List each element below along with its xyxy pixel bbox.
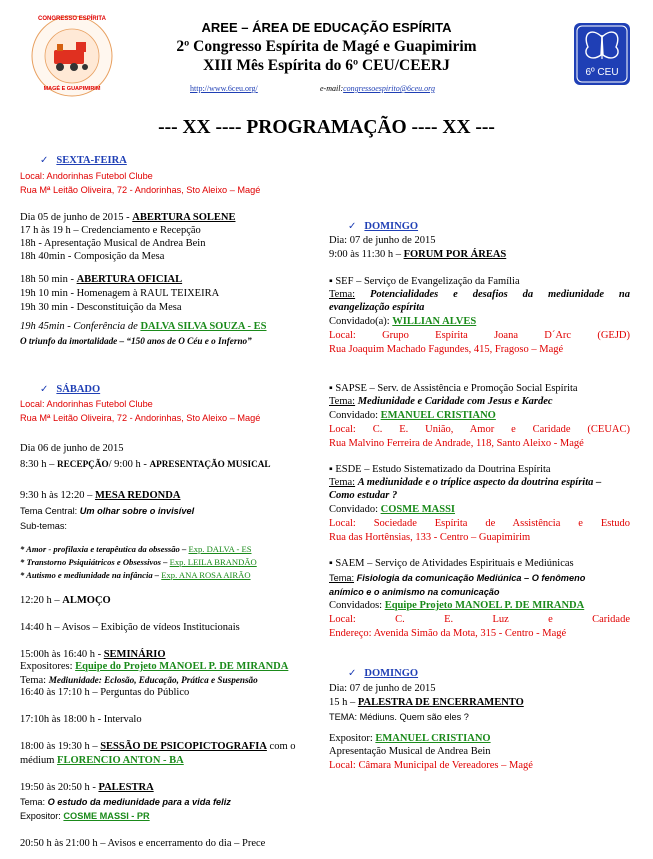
reception-time: 8:30 h – xyxy=(20,459,58,470)
area-name: ▪ SAEM – Serviço de Atividades Espirituais e Mediúnicas xyxy=(329,558,574,569)
area-guest-label: Convidado: xyxy=(329,410,381,421)
sunday2-date: Dia: 07 de junho de 2015 xyxy=(329,683,436,694)
saturday-lunch xyxy=(20,595,111,607)
subtheme-item xyxy=(20,569,251,581)
friday-heading xyxy=(40,155,127,167)
saturday-local: Local: Andorinhas Futebol Clube xyxy=(20,399,153,409)
subthemes-label: Sub-temas: xyxy=(20,521,67,531)
friday-item: 18h - Apresentação Musical de Andrea Bein xyxy=(20,238,206,249)
check-icon: ✓ xyxy=(40,155,49,166)
seminar-theme xyxy=(20,674,258,687)
lunch-label: ALMOÇO xyxy=(62,595,111,606)
central-label: Tema Central: xyxy=(20,506,80,516)
lecture-label: PALESTRA xyxy=(98,782,154,793)
subtheme-text: * Amor - profilaxia e terapêutica da obsessão – xyxy=(20,544,189,554)
friday-open-event: ABERTURA OFICIAL xyxy=(76,274,183,285)
area-theme xyxy=(329,477,601,489)
sunday1-date: Dia: 07 de junho de 2015 xyxy=(329,235,436,246)
area-theme xyxy=(329,572,585,584)
friday-conf-prefix: 19h 45min - Conferência de xyxy=(20,321,141,332)
friday-item: 17 h às 19 h – Credenciamento e Recepção xyxy=(20,225,201,236)
area-guest-label: Convidado: xyxy=(329,504,381,515)
medium-label: médium xyxy=(20,755,58,766)
sunday1-heading xyxy=(348,221,418,233)
email-line xyxy=(320,84,435,93)
saturday-interval: 17:10h às 18:00 h - Intervalo xyxy=(20,714,142,725)
lecture-speaker xyxy=(20,810,150,822)
friday-conference xyxy=(20,321,267,333)
area-theme-line: A mediunidade e o tríplice aspecto da doutrina espírita – xyxy=(357,477,602,488)
check-icon: ✓ xyxy=(348,668,357,679)
friday-date-event: ABERTURA SOLENE xyxy=(132,212,236,223)
subtheme-item xyxy=(20,556,257,568)
saturday-closing: 20:50 h às 21:00 h – Avisos e encerramento do dia – Prece xyxy=(20,838,266,849)
area-theme xyxy=(329,396,553,408)
sunday2-theme: TEMA: Médiuns. Quem são eles ? xyxy=(329,712,469,722)
friday-conf-speaker: DALVA SILVA SOUZA - ES xyxy=(140,321,267,332)
friday-opening xyxy=(20,274,182,286)
area-local: Local: C. E. União, Amor e Caridade (CEUAC) xyxy=(329,424,630,435)
lecture-speaker-label: Expositor: xyxy=(20,811,64,821)
area-theme-line: Mediunidade e Caridade com Jesus e Kardec xyxy=(357,396,553,407)
area-guest-label: Convidados: xyxy=(329,600,385,611)
area-theme-line: Potencialidades e desafios da mediunidade na xyxy=(370,289,630,300)
logo-left-text-bottom: MAGÉ E GUAPIMIRIM xyxy=(43,86,101,92)
exhibitors-label: Expositores: xyxy=(20,661,76,672)
sunday1-day: DOMINGO xyxy=(364,221,419,232)
subtheme-text: * Autismo e mediunidade na infância – xyxy=(20,570,162,580)
lecture-time: 19:50 às 20:50 h - xyxy=(20,782,99,793)
seminar-theme-text: Mediunidade: Eclosão, Educação, Prática e Suspensão xyxy=(48,675,258,685)
area-theme-label: Tema: xyxy=(329,477,356,488)
friday-open-prefix: 18h 50 min - xyxy=(20,274,77,285)
forum-label: FORUM POR ÁREAS xyxy=(403,249,507,260)
area-address: Endereço: Avenida Simão da Mota, 315 - Centro - Magé xyxy=(329,628,567,639)
saturday-central-theme xyxy=(20,505,194,517)
subtheme-speaker: Exp. DALVA - ES xyxy=(188,544,252,554)
area-guest-name: COSME MASSI xyxy=(380,504,456,515)
sunday2-music: Apresentação Musical de Andrea Bein xyxy=(329,746,491,757)
sunday2-heading xyxy=(348,668,418,680)
sunday1-forum xyxy=(329,249,506,261)
friday-conf-theme: O triunfo da imortalidade – “150 anos de O Céu e o Inferno” xyxy=(20,336,252,346)
area-guest xyxy=(329,316,476,328)
logo-right-text: 6º CEU xyxy=(585,67,619,78)
area-guest xyxy=(329,600,584,612)
check-icon: ✓ xyxy=(40,384,49,395)
header-line2: 2º Congresso Espírita de Magé e Guapimirim xyxy=(176,38,477,55)
saturday-medium xyxy=(20,755,184,767)
friday-item: 18h 40min - Composição da Mesa xyxy=(20,251,165,262)
header-line1: AREE – ÁREA DE EDUCAÇÃO ESPÍRITA xyxy=(201,20,452,35)
sunday2-event xyxy=(329,697,524,709)
psico-time: 18:00 às 19:30 h – xyxy=(20,741,101,752)
area-theme-line: Fisiologia da comunicação Mediúnica – O fenômeno xyxy=(356,573,586,583)
reception-label: RECEPÇÃO xyxy=(57,459,109,469)
sunday2-local: Local: Câmara Municipal de Vereadores – Magé xyxy=(329,760,533,771)
music-time: / 9:00 h - xyxy=(108,459,150,470)
friday-date-prefix: Dia 05 de junho de 2015 - xyxy=(20,212,133,223)
psico-with: com o xyxy=(266,741,296,752)
website-link[interactable]: http://www.6ceu.org/ xyxy=(190,84,258,93)
subtheme-text: * Transtorno Psiquiátricos e Obsessivos – xyxy=(20,557,170,567)
area-local: Local: Sociedade Espírita de Assistência e Estudo xyxy=(329,518,630,529)
sunday2-speaker-name: EMANUEL CRISTIANO xyxy=(375,733,491,744)
saturday-notices: 14:40 h – Avisos – Exibição de vídeos Institucionais xyxy=(20,622,240,633)
lecture-theme-label: Tema: xyxy=(20,797,48,807)
saturday-lecture xyxy=(20,782,154,794)
round-time: 9:30 h às 12:20 – xyxy=(20,490,95,501)
central-theme: Um olhar sobre o invisível xyxy=(79,506,195,516)
sunday2-event-label: PALESTRA DE ENCERRAMENTO xyxy=(357,697,524,708)
area-address: Rua Malvino Ferreira de Andrade, 118, Santo Aleixo - Magé xyxy=(329,438,584,449)
saturday-heading xyxy=(40,384,100,396)
saturday-questions: 16:40 às 17:10 h – Perguntas do Público xyxy=(20,687,190,698)
exhibitors-name: Equipe do Projeto MANOEL P. DE MIRANDA xyxy=(75,661,289,672)
area-guest-name: WILLIAN ALVES xyxy=(392,316,477,327)
friday-item: 19h 30 min - Desconstituição da Mesa xyxy=(20,302,182,313)
seminar-label: SEMINÁRIO xyxy=(103,649,166,660)
page-title: --- XX ---- PROGRAMAÇÃO ---- XX --- xyxy=(158,117,495,138)
header-line3: XIII Mês Espírita do 6º CEU/CEERJ xyxy=(203,57,450,74)
subtheme-item xyxy=(20,543,251,555)
sunday2-speaker-label: Expositor: xyxy=(329,733,376,744)
friday-address: Rua Mª Leitão Oliveira, 72 - Andorinhas, Sto Aleixo – Magé xyxy=(20,185,261,195)
area-local: Local: C. E. Luz e Caridade xyxy=(329,614,630,625)
saturday-date: Dia 06 de junho de 2015 xyxy=(20,443,124,454)
area-name: ▪ SAPSE – Serv. de Assistência e Promoção Social Espírita xyxy=(329,383,578,394)
friday-date xyxy=(20,212,235,224)
saturday-day: SÁBADO xyxy=(56,384,101,395)
area-theme-line: Como estudar ? xyxy=(329,490,398,501)
music-label: APRESENTAÇÃO MUSICAL xyxy=(149,459,271,469)
area-local: Local: Grupo Espírita Joana D´Arc (GEJD) xyxy=(329,330,630,341)
lunch-time: 12:20 h – xyxy=(20,595,63,606)
area-theme-line: evangelização espírita xyxy=(329,302,425,313)
area-address: Rua Joaquim Machado Fagundes, 415, Fragoso – Magé xyxy=(329,344,564,355)
friday-item: 19h 10 min - Homenagem à RAUL TEIXEIRA xyxy=(20,288,220,299)
area-address: Rua das Hortênsias, 133 - Centro – Guapimirim xyxy=(329,532,531,543)
area-name: ▪ SEF – Serviço de Evangelização da Família xyxy=(329,276,520,287)
check-icon: ✓ xyxy=(348,221,357,232)
area-theme-line: anímico e o animismo na comunicação xyxy=(329,587,500,597)
area-guest-name: EMANUEL CRISTIANO xyxy=(380,410,496,421)
area-guest xyxy=(329,410,496,422)
email-link[interactable]: congressoespirito@6ceu.org xyxy=(343,84,435,93)
friday-local: Local: Andorinhas Futebol Clube xyxy=(20,171,153,181)
forum-time: 9:00 às 11:30 h – xyxy=(329,249,404,260)
lecture-theme-text: O estudo da mediunidade para a vida feliz xyxy=(47,797,231,807)
area-guest-name: Equipe Projeto MANOEL P. DE MIRANDA xyxy=(384,600,585,611)
saturday-address: Rua Mª Leitão Oliveira, 72 - Andorinhas, Sto Aleixo – Magé xyxy=(20,413,261,423)
email-label: e-mail: xyxy=(320,84,344,93)
sunday2-time: 15 h – xyxy=(329,697,358,708)
medium-name: FLORENCIO ANTON - BA xyxy=(57,755,184,766)
sunday2-day: DOMINGO xyxy=(364,668,419,679)
saturday-psico xyxy=(20,741,295,753)
saturday-round xyxy=(20,490,180,502)
area-guest xyxy=(329,504,455,516)
subtheme-speaker: Exp. LEILA BRANDÃO xyxy=(169,557,257,567)
lecture-theme xyxy=(20,796,231,808)
seminar-exhibitors xyxy=(20,661,288,673)
area-name: ▪ ESDE – Estudo Sistematizado da Doutrina Espírita xyxy=(329,464,551,475)
sunday2-speaker xyxy=(329,733,491,745)
right-logo xyxy=(574,23,630,85)
area-theme-label: Tema: xyxy=(329,289,356,300)
lecture-speaker-name: COSME MASSI - PR xyxy=(63,811,150,821)
friday-day: SEXTA-FEIRA xyxy=(56,155,127,166)
subtheme-speaker: Exp. ANA ROSA AIRÃO xyxy=(161,570,251,580)
round-label: MESA REDONDA xyxy=(94,490,181,501)
seminar-time: 15:00h às 16:40 h - xyxy=(20,649,104,660)
seminar-theme-label: Tema: xyxy=(20,675,49,686)
area-theme xyxy=(329,289,630,301)
area-theme-label: Tema: xyxy=(329,573,355,583)
logo-left-text-top: CONGRESSO ESPÍRITA xyxy=(38,16,106,22)
saturday-reception xyxy=(20,458,271,471)
saturday-seminar xyxy=(20,649,166,661)
psico-label: SESSÃO DE PSICOPICTOGRAFIA xyxy=(100,741,267,752)
area-guest-label: Convidado(a): xyxy=(329,316,393,327)
area-theme-label: Tema: xyxy=(329,396,356,407)
